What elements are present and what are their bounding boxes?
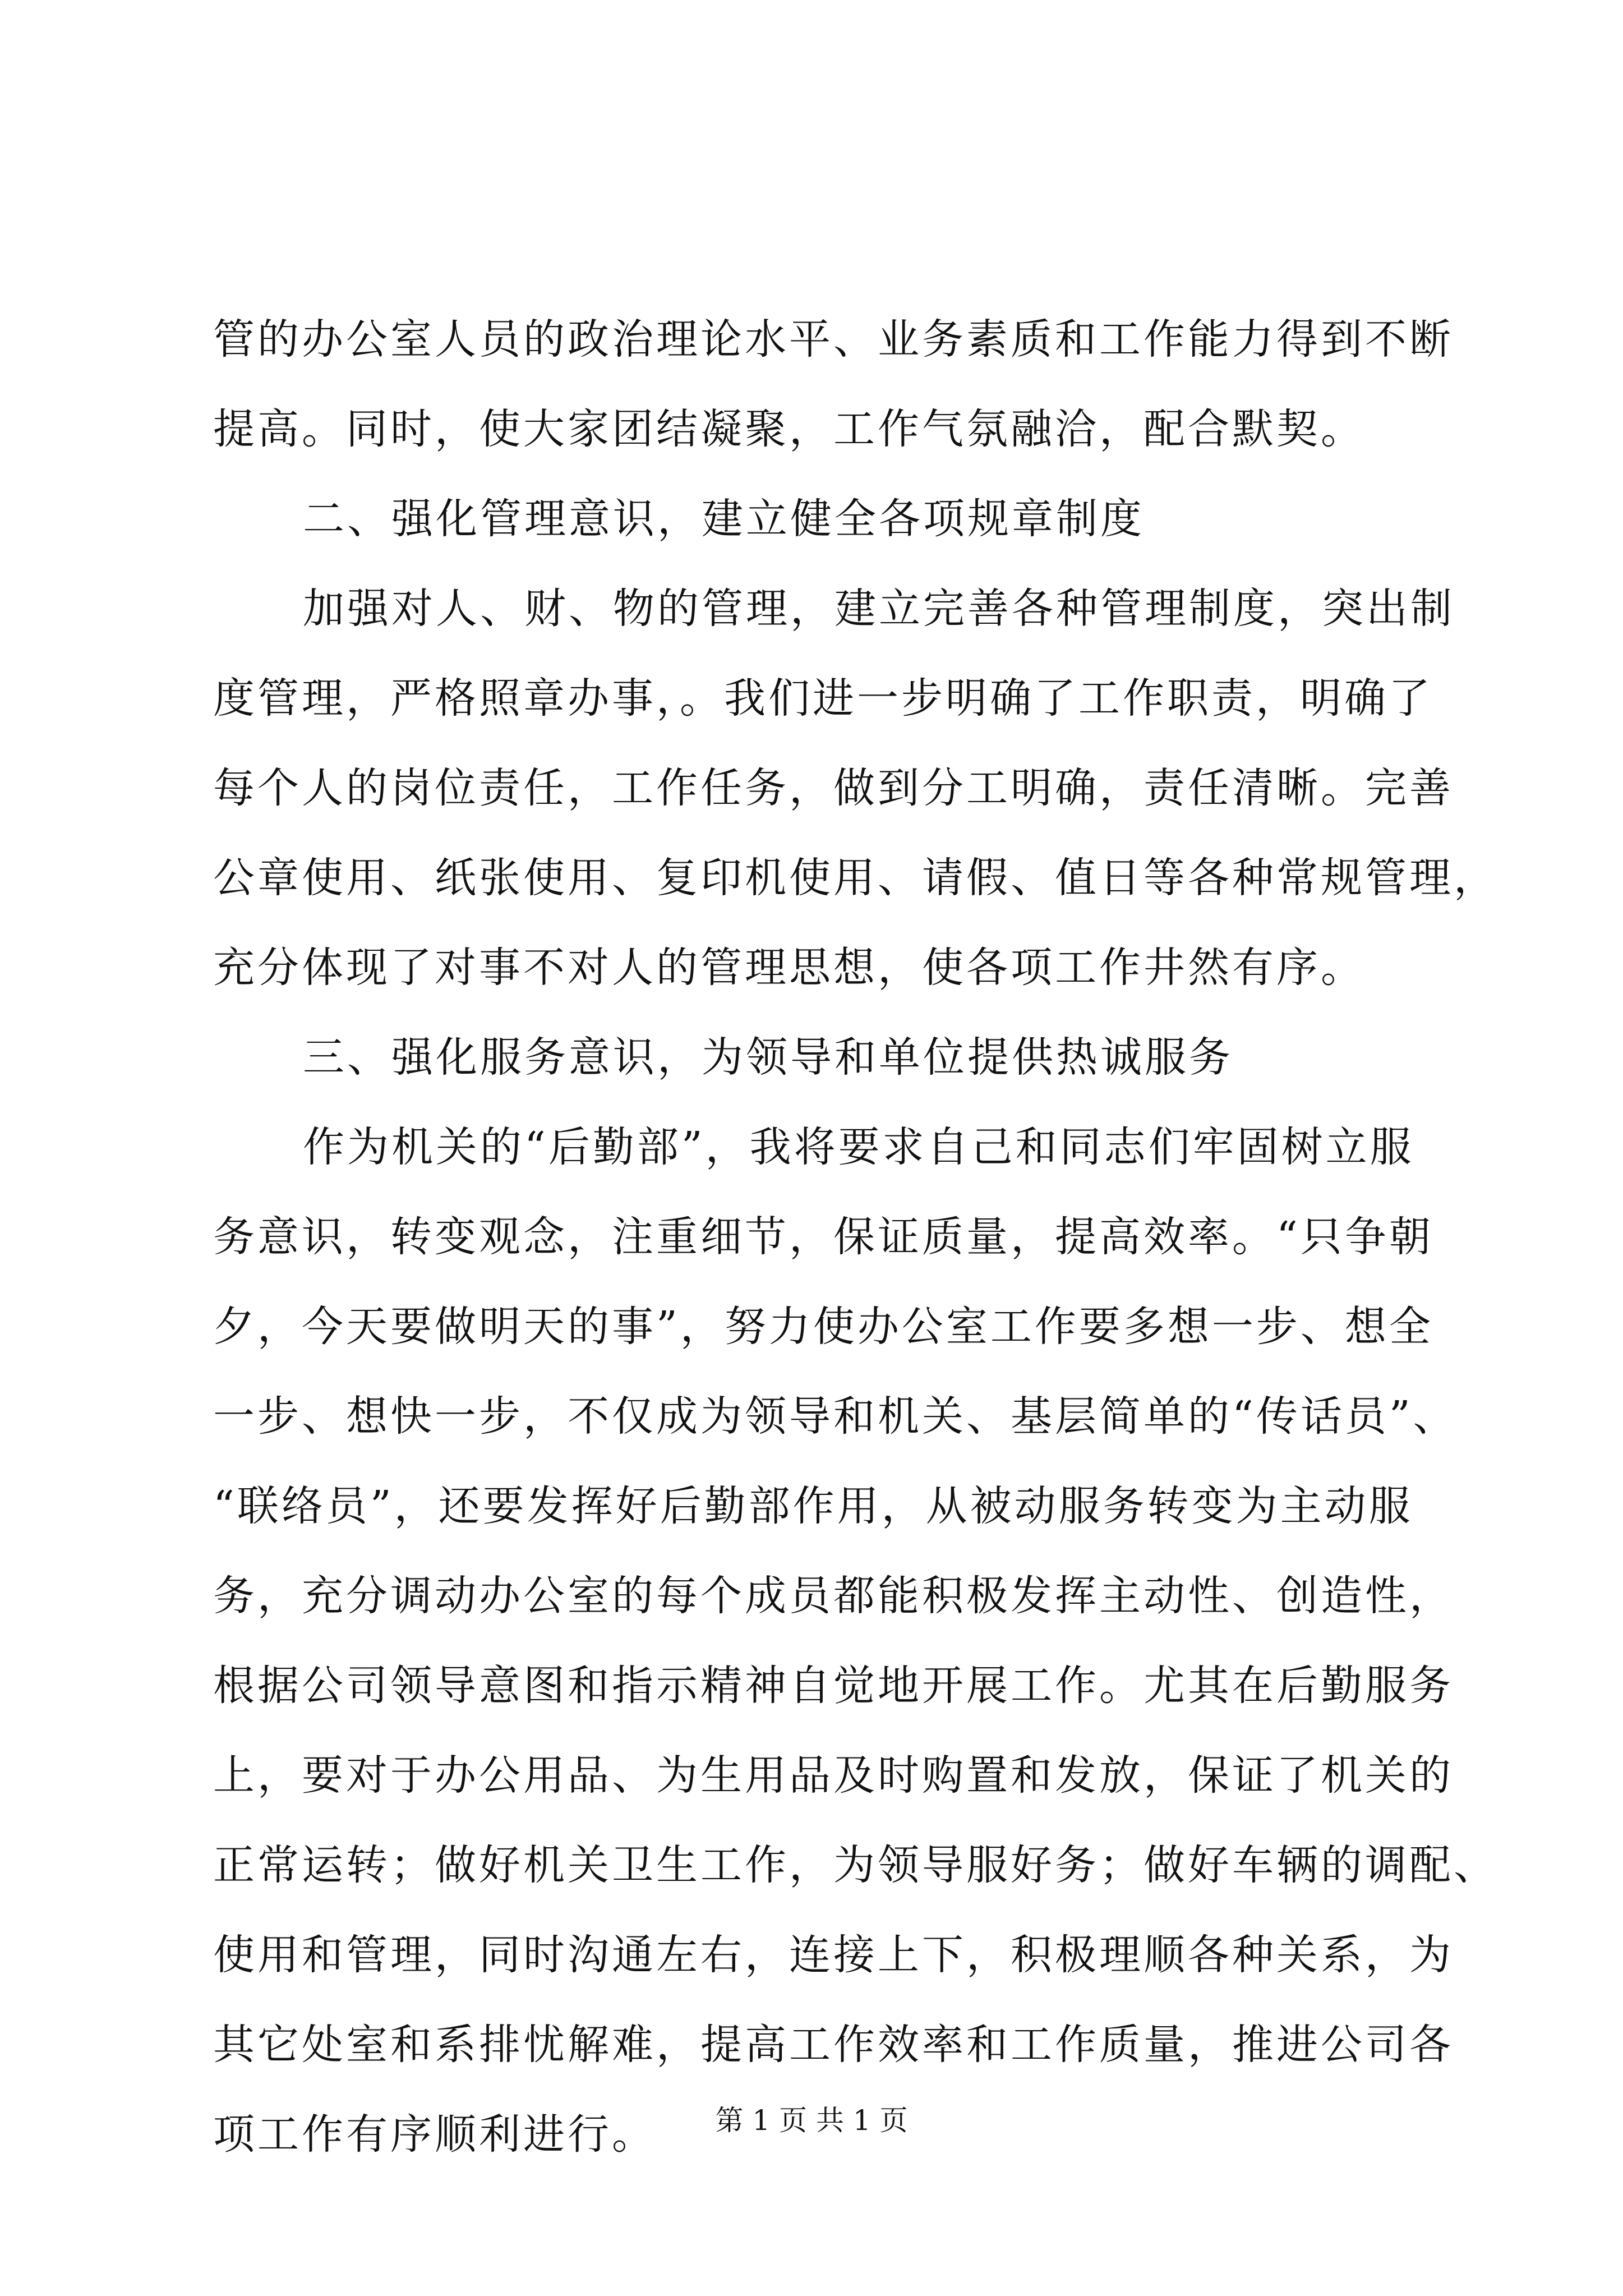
text-line: 其它处室和系排忧解难，提高工作效率和工作质量，推进公司各 bbox=[213, 2021, 1454, 2069]
text-line: 项工作有序顺利进行。 bbox=[213, 2110, 656, 2159]
text-line: 管的办公室人员的政治理论水平、业务素质和工作能力得到不断 bbox=[213, 315, 1454, 364]
page-footer: 第 1 页 共 1 页 bbox=[715, 2104, 908, 2137]
text-line: 提高。同时，使大家团结凝聚，工作气氛融洽，配合默契。 bbox=[213, 405, 1365, 453]
text-line: 度管理，严格照章办事，。我们进一步明确了工作职责，明确了 bbox=[213, 674, 1433, 723]
text-line: 根据公司领导意图和指示精神自觉地开展工作。尤其在后勤服务 bbox=[213, 1662, 1454, 1710]
text-line: 务意识，转变观念，注重细节，保证质量，提高效率。“只争朝 bbox=[213, 1213, 1433, 1261]
text-line: “联络员”，还要发挥好后勤部作用，从被动服务转变为主动服 bbox=[213, 1482, 1413, 1530]
text-line: 公章使用、纸张使用、复印机使用、请假、值日等各种常规管理， bbox=[213, 854, 1498, 902]
text-line: 一步、想快一步，不仅成为领导和机关、基层简单的“传话员”、 bbox=[213, 1392, 1458, 1441]
text-line: 夕，今天要做明天的事”，努力使办公室工作要多想一步、想全 bbox=[213, 1303, 1433, 1351]
text-line: 每个人的岗位责任，工作任务，做到分工明确，责任清晰。完善 bbox=[213, 764, 1454, 812]
text-line: 使用和管理，同时沟通左右，连接上下，积极理顺各种关系，为 bbox=[213, 1931, 1454, 1979]
text-line: 充分体现了对事不对人的管理思想，使各项工作井然有序。 bbox=[213, 944, 1365, 992]
section-heading: 二、强化管理意识，建立健全各项规章制度 bbox=[303, 495, 1145, 543]
text-line: 加强对人、财、物的管理，建立完善各种管理制度，突出制 bbox=[303, 585, 1455, 633]
text-line: 上，要对于办公用品、为生用品及时购置和发放，保证了机关的 bbox=[213, 1751, 1454, 1800]
document-body bbox=[213, 295, 1498, 2179]
text-line: 正常运转；做好机关卫生工作，为领导服好务；做好车辆的调配、 bbox=[213, 1841, 1498, 1889]
section-heading: 三、强化服务意识，为领导和单位提供热诚服务 bbox=[303, 1033, 1233, 1082]
text-line: 务，充分调动办公室的每个成员都能积极发挥主动性、创造性， bbox=[213, 1572, 1454, 1620]
text-line: 作为机关的“后勤部”，我将要求自己和同志们牢固树立服 bbox=[303, 1123, 1414, 1171]
